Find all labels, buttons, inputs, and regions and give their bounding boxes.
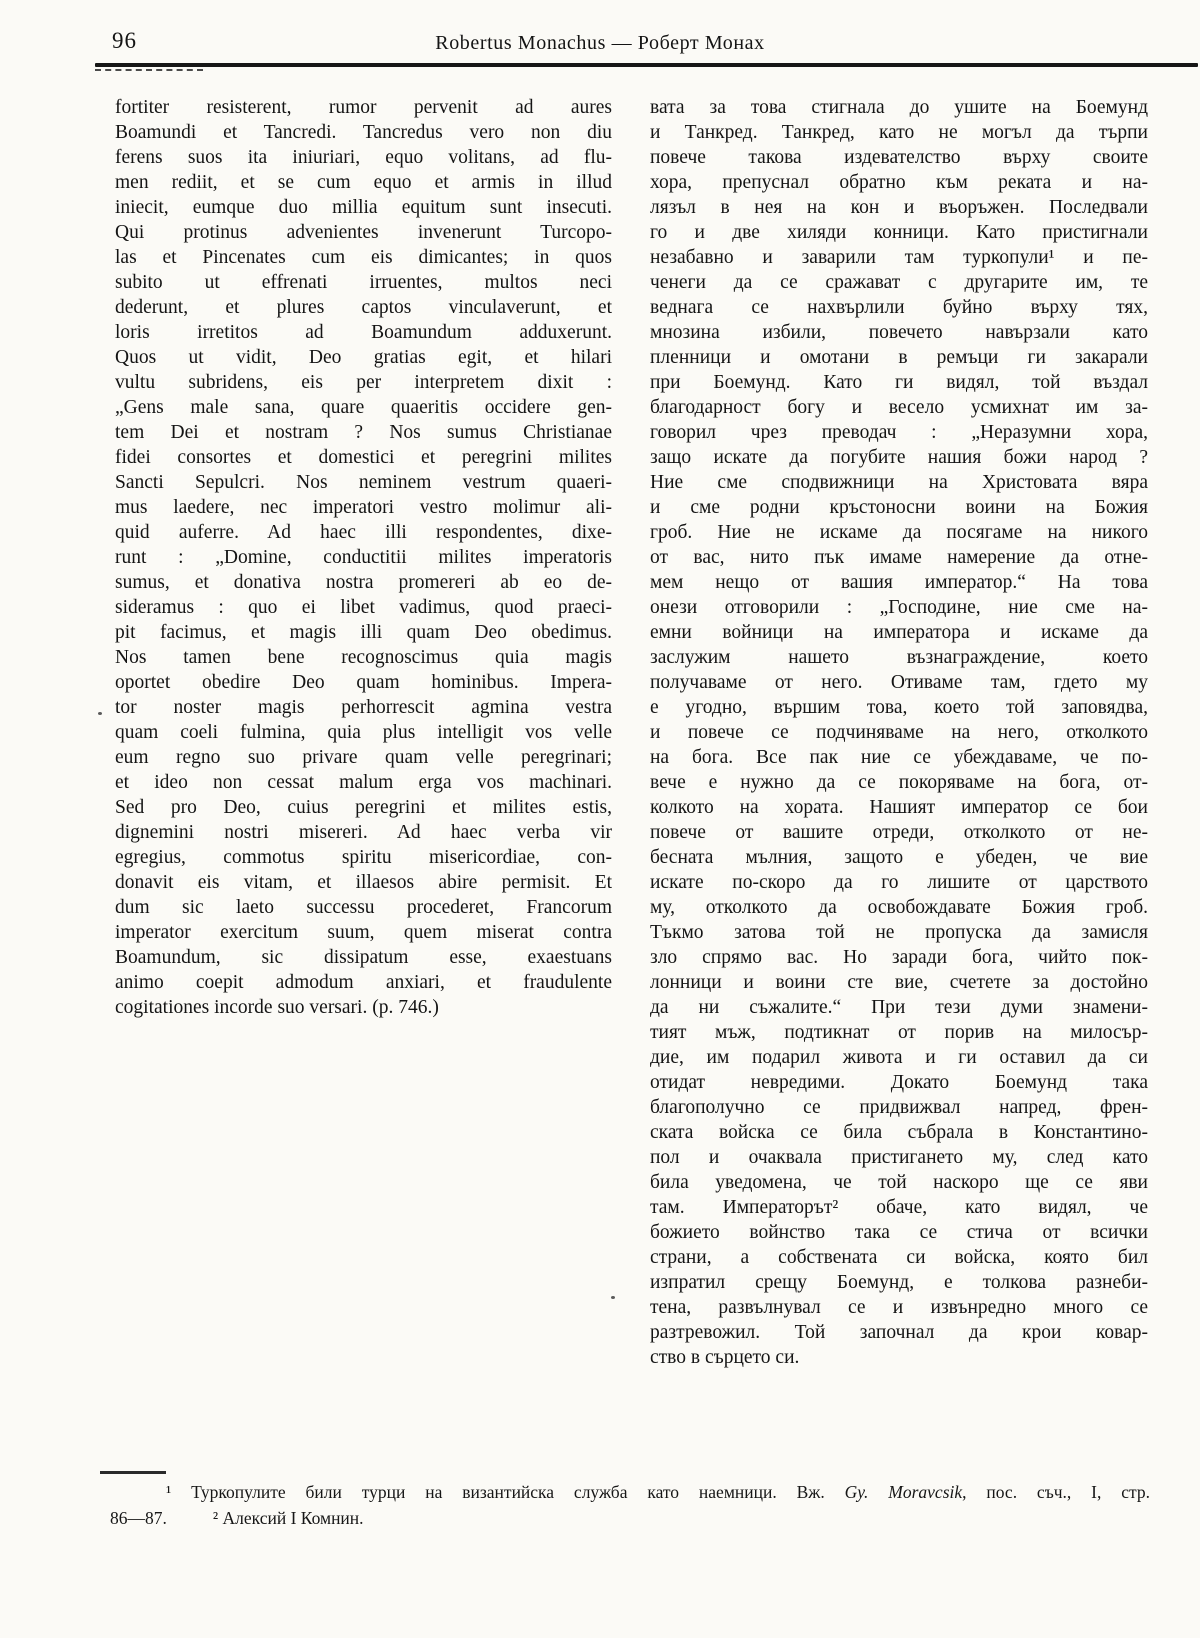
text-line: на бога. Все пак ние се убеждаваме, че по- (650, 747, 1148, 768)
text-line: заслужим нашето възнаграждение, което (650, 647, 1148, 668)
text-line: му, отколкото да освобождавате Божия гроб. (650, 897, 1148, 918)
footnotes-block (110, 1480, 1150, 1531)
text-line: quam coeli fulmina, quia plus intelligit vos velle (115, 722, 612, 743)
footnote-line (110, 1506, 1150, 1532)
text-line: Ние сме сподвижници на Христовата вяра (650, 472, 1148, 493)
text-line: Qui protinus advenientes invenerunt Turcopo- (115, 222, 612, 243)
text-line: tem Dei et nostram ? Nos sumus Christianae (115, 422, 612, 443)
text-line: eum regno suo privare quam velle peregrinari; (115, 747, 612, 768)
text-line: oportet obedire Deo quam hominibus. Impera- (115, 672, 612, 693)
text-line: и повече се подчиняваме на него, отколкото (650, 722, 1148, 743)
text-line: ската войска се била събрала в Константино- (650, 1122, 1148, 1143)
text-line: quid auferre. Ad haec illi respondentes, dixe- (115, 522, 612, 543)
text-line: и Танкред. Танкред, като не могъл да търпи (650, 122, 1148, 143)
text-line: говорил чрез преводач : „Неразумни хора, (650, 422, 1148, 443)
text-line: Sed pro Deo, cuius peregrini et milites estis, (115, 797, 612, 818)
text-line: повече такова издевателство върху своите (650, 147, 1148, 168)
text-line: las et Pincenates cum eis dimicantes; in quos (115, 247, 612, 268)
text-line: cogitationes incorde suo versari. (p. 746.) (115, 997, 439, 1018)
text-line: iniecit, eumque duo millia equitum sunt insecuti. (115, 197, 612, 218)
text-line: пленници и омотани в ремъци ги закарали (650, 347, 1148, 368)
header-rule-dashes (95, 69, 203, 71)
bulgarian-text-column (650, 95, 1148, 1370)
header-rule (95, 63, 1198, 67)
text-line: лонници и воини сте вие, счетете за достойно (650, 972, 1148, 993)
text-line: вече е нужно да се покоряваме на бога, от- (650, 772, 1148, 793)
text-line: ство в сърцето си. (650, 1347, 800, 1368)
text-line: mus laedere, nec imperatori vestro molimur ali- (115, 497, 612, 518)
text-line: Nos tamen bene recognoscimus quia magis (115, 647, 612, 668)
footnote-separator-rule (100, 1471, 166, 1474)
text-line: ченеги да се сражават с другарите им, те (650, 272, 1148, 293)
footnote-line (110, 1480, 1150, 1506)
text-line: зло спрямо вас. Но заради бога, чийто пок- (650, 947, 1148, 968)
text-line: dignemini nostri misereri. Ad haec verba vir (115, 822, 612, 843)
text-line: го и две хиляди конници. Като пристигнали (650, 222, 1148, 243)
running-title: Robertus Monachus — Роберт Монах (435, 32, 765, 54)
text-line: sideramus : quo ei libet vadimus, quod praeci- (115, 597, 612, 618)
text-line: отидат невредими. Докато Боемунд така (650, 1072, 1148, 1093)
text-line: et ideo non cessat malum erga vos machinari. (115, 772, 612, 793)
text-line: при Боемунд. Като ги видял, той въздал (650, 372, 1148, 393)
text-line: Quos ut vidit, Deo gratias egit, et hilari (115, 347, 612, 368)
text-line: fidei consortes et domestici et peregrini milites (115, 447, 612, 468)
page-number: 96 (112, 28, 137, 53)
text-line: donavit eis vitam, et illaesos abire permisit. Et (115, 872, 612, 893)
text-line: imperator exercitum suum, quem miserat contra (115, 922, 612, 943)
text-line: разтревожил. Той започнал да крои ковар- (650, 1322, 1148, 1343)
text-line: лязъл в нея на кон и въоръжен. Последвали (650, 197, 1148, 218)
text-line: fortiter resisterent, rumor pervenit ad aures (115, 97, 612, 118)
text-line: мнозина избили, повечето навързали като (650, 322, 1148, 343)
text-line: и сме родни кръстоносни воини на Божия (650, 497, 1148, 518)
text-line: dum sic laeto successu procederet, Francorum (115, 897, 612, 918)
text-line: tor noster magis perhorrescit agmina vestra (115, 697, 612, 718)
text-line: гроб. Ние не искаме да посягаме на никого (650, 522, 1148, 543)
text-line: повече от вашите отреди, отколкото от не- (650, 822, 1148, 843)
text-line: pit facimus, et magis illi quam Deo obedimus. (115, 622, 612, 643)
text-line: men rediit, et se cum equo et armis in illud (115, 172, 612, 193)
text-line: емни войници на императора и искаме да (650, 622, 1148, 643)
text-line: „Gens male sana, quare quaeritis occidere gen- (115, 397, 612, 418)
text-line: ferens suos ita iniuriari, equo volitans, ad flu- (115, 147, 612, 168)
text-line: animo coepit admodum anxiari, et fraudulente (115, 972, 612, 993)
text-line: искате по-скоро да го лишите от царството (650, 872, 1148, 893)
text-line: страни, а собствената си войска, която бил (650, 1247, 1148, 1268)
latin-text-column (115, 95, 612, 1020)
footnote-1-author: Gy. Moravcsik (844, 1482, 963, 1502)
text-line: дие, им подарил живота и ги оставил да си (650, 1047, 1148, 1068)
text-line: dederunt, et plures captos vinculaverunt, et (115, 297, 612, 318)
text-line: egregius, commotus spiritu misericordiae, con- (115, 847, 612, 868)
text-line: subito ut effrenati irruentes, multos neci (115, 272, 612, 293)
text-line: незабавно и заварили там туркопули¹ и пе- (650, 247, 1148, 268)
scan-artifact-dot (98, 712, 102, 715)
text-line: веднага се нахвърлили буйно върху тях, (650, 297, 1148, 318)
text-line: благодарност богу и весело усмихнат им за- (650, 397, 1148, 418)
text-line: пол и очаквала пристигането му, след като (650, 1147, 1148, 1168)
footnote-1-reference: , пос. съч., I, стр. (962, 1482, 1150, 1502)
text-line: била уведомена, че той наскоро ще се яви (650, 1172, 1148, 1193)
text-line: loris irretitos ad Boamundum adduxerunt. (115, 322, 612, 343)
text-line: онези отговорили : „Господине, ние сме на- (650, 597, 1148, 618)
text-line: вата за това стигнала до ушите на Боемунд (650, 97, 1148, 118)
text-line: тена, развълнувал се и извънредно много се (650, 1297, 1148, 1318)
text-line: от вас, нито пък имаме намерение да отне- (650, 547, 1148, 568)
text-line: vultu subridens, eis per interpretem dixit : (115, 372, 612, 393)
footnote-1-text: ¹ Туркопулите били турци на византийска служба като наемници. Вж. (166, 1482, 845, 1502)
footnote-2-text: ² Алексий I Комнин. (212, 1507, 364, 1528)
footnote-1-pages: 86—87. (110, 1507, 167, 1528)
text-line: защо искате да погубите нашия божи народ ? (650, 447, 1148, 468)
text-line: тият мъж, подтикнат от порив на милосър- (650, 1022, 1148, 1043)
text-line: runt : „Domine, conductitii milites imperatoris (115, 547, 612, 568)
text-line: мем нещо от вашия император.“ На това (650, 572, 1148, 593)
scan-artifact-dot (611, 1296, 615, 1299)
text-line: Тъкмо затова той не пропуска да замисля (650, 922, 1148, 943)
text-line: Boamundi et Tancredi. Tancredus vero non diu (115, 122, 612, 143)
text-line: божието войнство така се стича от всички (650, 1222, 1148, 1243)
text-line: получаваме от него. Отиваме там, гдето му (650, 672, 1148, 693)
text-line: хора, препуснал обратно към реката и на- (650, 172, 1148, 193)
text-line: бесната мълния, защото е убеден, че вие (650, 847, 1148, 868)
text-line: sumus, et donativa nostra promereri ab eo de- (115, 572, 612, 593)
text-line: колкото на хората. Нашият император се бои (650, 797, 1148, 818)
text-line: благополучно се придвижвал напред, френ- (650, 1097, 1148, 1118)
text-line: изпратил срещу Боемунд, е толкова разнеби- (650, 1272, 1148, 1293)
text-line: е угодно, вършим това, което той заповядва, (650, 697, 1148, 718)
text-line: да ни съжалите.“ При тези думи знамени- (650, 997, 1148, 1018)
text-line: там. Императорът² обаче, като видял, че (650, 1197, 1148, 1218)
text-line: Sancti Sepulcri. Nos neminem vestrum quaeri- (115, 472, 612, 493)
text-line: Boamundum, sic dissipatum esse, exaestuans (115, 947, 612, 968)
